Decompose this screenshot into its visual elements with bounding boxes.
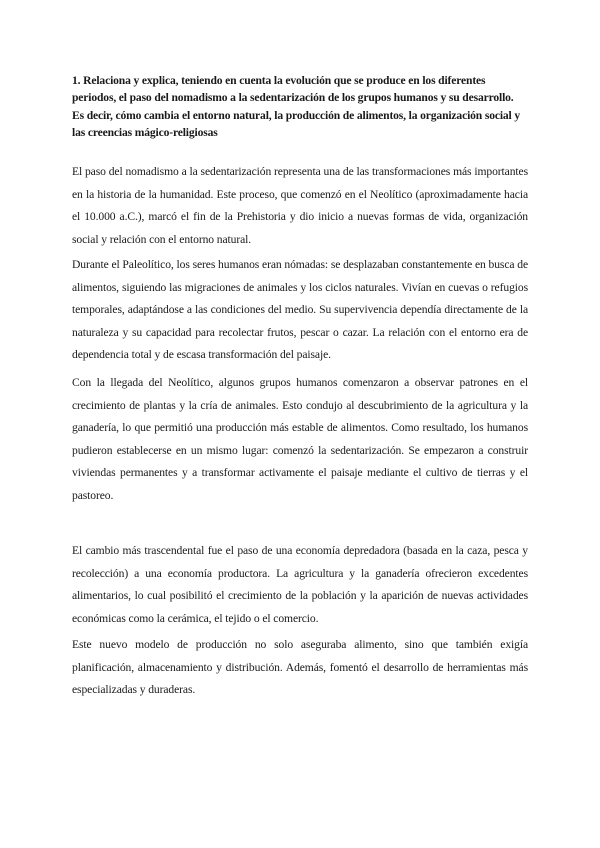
question-heading: 1. Relaciona y explica, teniendo en cuenta la evolución que se produce en los diferentes periodos, el paso del nomadismo a la sedentarización de los grupos humanos y su desarrollo. Es decir, cómo cambia el entorno natural, la producción de alimentos, la organización social y las creencias mágico-religiosas [72,74,521,139]
paragraph-introduction: El paso del nomadismo a la sedentarización representa una de las transformaciones más importantes en la historia de la humanidad. Este proceso, que comenzó en el Neolítico (aproximadamente hacia el 10.000 a.C.), marcó el fin de la Prehistoria y dio inicio a nuevas formas de vida, organización social y relación con el entorno natural. [72,165,528,246]
paragraph-neolithic: Con la llegada del Neolítico, algunos grupos humanos comenzaron a observar patrones en el crecimiento de plantas y la cría de animales. Esto condujo al descubrimiento de la agricultura y la ganadería, lo que permitió una producción más estable de alimentos. Como resultado, los humanos pudieron establecerse en un mismo lugar: comenzó la sedentarización. Se empezaron a construir viviendas permanentes y a transformar activamente el paisaje mediante el cultivo de tierras y el pastoreo. [72,376,528,502]
paragraph-paleolithic: Durante el Paleolítico, los seres humanos eran nómadas: se desplazaban constantemente en busca de alimentos, siguiendo las migraciones de animales y los ciclos naturales. Vivían en cuevas o refugios temporales, adaptándose a las condiciones del medio. Su supervivencia dependía directamente de la naturaleza y su capacidad para recolectar frutos, pescar o cazar. La relación con el entorno era de dependencia total y de escasa transformación del paisaje. [72,258,528,362]
paragraph-economy-change: El cambio más trascendental fue el paso de una economía depredadora (basada en la caza, pesca y recolección) a una economía productora. La agricultura y la ganadería ofrecieron excedentes alimentarios, lo cual posibilitó el crecimiento de la población y la aparición de nuevas actividades económicas como la cerámica, el tejido o el comercio. [72,544,528,625]
paragraph-production-model: Este nuevo modelo de producción no solo aseguraba alimento, sino que también exigía planificación, almacenamiento y distribución. Además, fomentó el desarrollo de herramientas más especializadas y duraderas. [72,638,528,697]
